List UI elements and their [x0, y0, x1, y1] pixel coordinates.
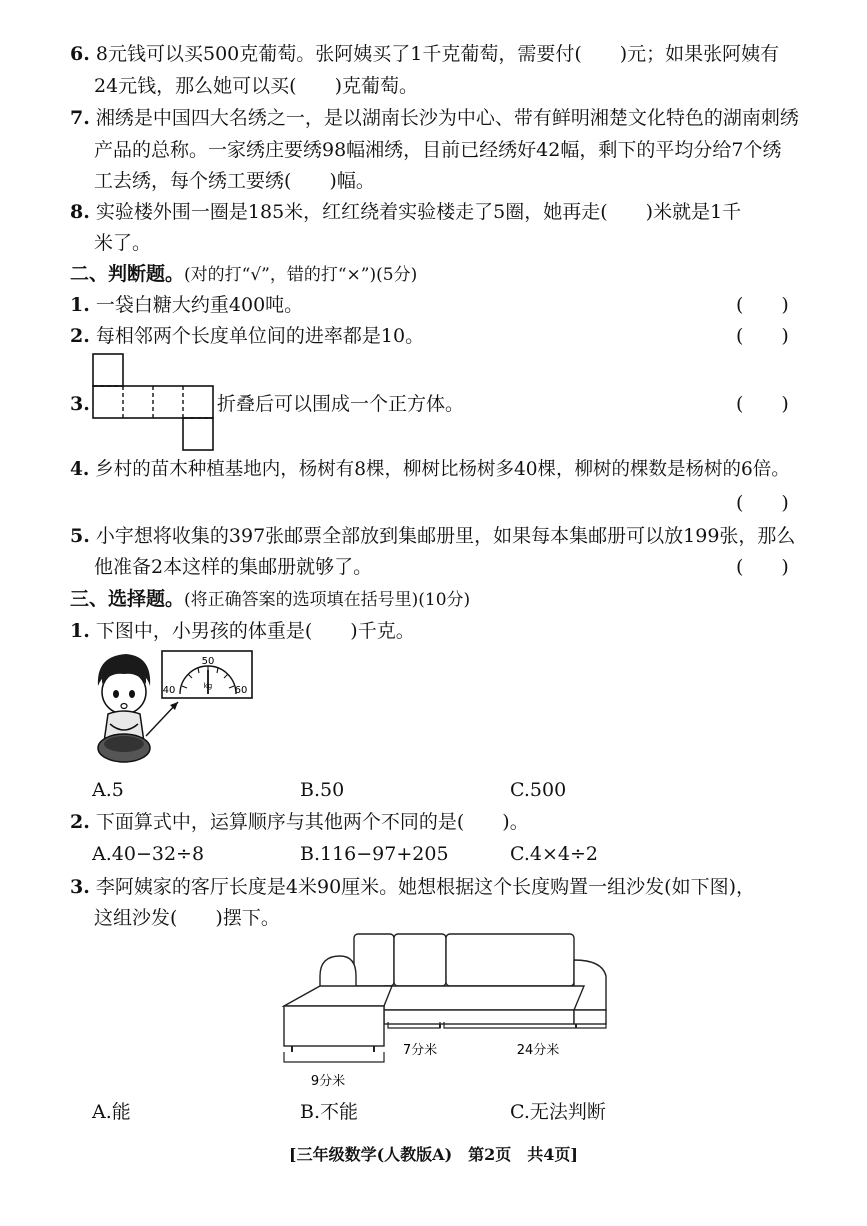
q8-line2: 米了。 [94, 232, 152, 254]
q8-line1 [70, 198, 741, 226]
dim-label-9: 9分米 [310, 1074, 346, 1089]
cube-net-figure [92, 353, 217, 453]
choice-q1-option-b[interactable]: B.50 [300, 779, 345, 801]
choice-note: (将正确答案的选项填在括号里)(10分) [184, 590, 471, 610]
scale-label-kg: kg [203, 682, 213, 690]
sofa-back-cushion-3 [446, 934, 574, 986]
choice-section-title [70, 585, 470, 614]
judge-q2-number: 2. [70, 325, 90, 347]
judge-q5-line1 [70, 522, 795, 550]
sofa-back-cushion-2 [394, 934, 446, 986]
judge-q4-answer[interactable]: ( ) [736, 492, 789, 514]
sofa-back-cushion-1 [354, 934, 394, 986]
choice-q1 [70, 617, 415, 645]
judge-q1-text: 一袋白糖大约重400吨。 [95, 294, 304, 316]
judge-q3 [70, 390, 90, 418]
q7-line2: 产品的总称。一家绣庄要绣98幅湘绣，目前已经绣好42幅，剩下的平均分给7个绣 [94, 139, 782, 161]
choice-q2 [70, 808, 529, 836]
choice-q1-number: 1. [70, 620, 90, 642]
choice-q3-option-a[interactable]: A.能 [92, 1101, 131, 1123]
q6-number: 6. [70, 43, 90, 65]
choice-q3-line2: 这组沙发( )摆下。 [94, 907, 280, 929]
choice-q2-option-b[interactable]: B.116−97+205 [300, 843, 449, 865]
sofa-figure [280, 930, 620, 1095]
q7-line1 [70, 104, 799, 132]
net-bottom-square [183, 418, 213, 450]
judge-q1-number: 1. [70, 294, 90, 316]
judge-q5-number: 5. [70, 525, 90, 547]
judge-q3-number: 3. [70, 393, 90, 415]
judge-q3-answer[interactable]: ( ) [736, 393, 789, 415]
judge-q1 [70, 291, 303, 319]
dim-label-7: 7分米 [402, 1043, 438, 1058]
boy-scale-figure [88, 648, 258, 768]
judge-q4-text: 乡村的苗木种植基地内，杨树有8棵，柳树比杨树多40棵，柳树的棵数是杨树的6倍。 [95, 459, 790, 480]
choice-q3-line1 [70, 873, 755, 901]
choice-q2-option-a[interactable]: A.40−32÷8 [92, 843, 205, 865]
q7-line3: 工去绣，每个绣工要绣( )幅。 [94, 170, 375, 192]
judge-q5-line2: 他准备2本这样的集邮册就够了。 [94, 556, 373, 578]
choice-q1-option-c[interactable]: C.500 [510, 779, 567, 801]
judge-q2-answer[interactable]: ( ) [736, 325, 789, 347]
q6-line2: 24元钱，那么她可以买( )克葡萄。 [94, 75, 419, 97]
judge-q5-answer[interactable]: ( ) [736, 556, 789, 578]
sofa-seat [384, 986, 584, 1010]
scale-label-50: 50 [201, 656, 215, 667]
choice-q2-text: 下面算式中，运算顺序与其他两个不同的是( )。 [95, 811, 529, 833]
scale-label-40: 40 [162, 685, 176, 696]
scale-label-60: 60 [234, 685, 248, 696]
q6-line1 [70, 40, 779, 68]
page-footer: [三年级数学(人教版A) 第2页 共4页] [289, 1145, 578, 1164]
judge-q1-answer[interactable]: ( ) [736, 294, 789, 316]
sofa-base [384, 1010, 574, 1024]
judge-q2 [70, 322, 424, 350]
judge-note: (对的打“√”，错的打“×”)(5分) [184, 265, 418, 285]
judge-q4 [70, 456, 790, 484]
judge-q4-number: 4. [70, 459, 90, 480]
dim-label-24: 24分米 [516, 1043, 560, 1058]
judge-section-title [70, 260, 417, 289]
judge-title: 二、判断题。 [70, 263, 185, 285]
judge-q5-text: 小宇想将收集的397张邮票全部放到集邮册里，如果每本集邮册可以放199张，那么 [95, 525, 796, 547]
choice-q2-number: 2. [70, 811, 90, 833]
q8-text: 实验楼外围一圈是185米，红红绕着实验楼走了5圈，她再走( )米就是1千 [95, 201, 742, 223]
sofa-right-arm [574, 960, 606, 1010]
judge-q3-text: 折叠后可以围成一个正方体。 [217, 393, 465, 415]
net-top-square [93, 354, 123, 386]
q7-text: 湘绣是中国四大名绣之一，是以湖南长沙为中心、带有鲜明湘楚文化特色的湖南刺绣 [95, 107, 799, 129]
choice-q3-option-b[interactable]: B.不能 [300, 1101, 359, 1123]
judge-q2-text: 每相邻两个长度单位间的进率都是10。 [95, 325, 425, 347]
choice-q2-option-c[interactable]: C.4×4÷2 [510, 843, 599, 865]
choice-q1-text: 下图中，小男孩的体重是( )千克。 [95, 620, 415, 642]
chaise-top [284, 986, 392, 1006]
dim-bracket-9 [284, 1052, 384, 1062]
choice-q3-text: 李阿姨家的客厅长度是4米90厘米。她想根据这个长度购置一组沙发(如下图)， [95, 876, 755, 898]
q8-number: 8. [70, 201, 90, 223]
chaise-front [284, 1006, 384, 1046]
choice-q3-number: 3. [70, 876, 90, 898]
q6-text: 8元钱可以买500克葡萄。张阿姨买了1千克葡萄，需要付( )元；如果张阿姨有 [95, 43, 780, 65]
choice-title: 三、选择题。 [70, 588, 185, 610]
q7-number: 7. [70, 107, 90, 129]
choice-q1-option-a[interactable]: A.5 [92, 779, 124, 801]
choice-q3-option-c[interactable]: C.无法判断 [510, 1101, 606, 1123]
